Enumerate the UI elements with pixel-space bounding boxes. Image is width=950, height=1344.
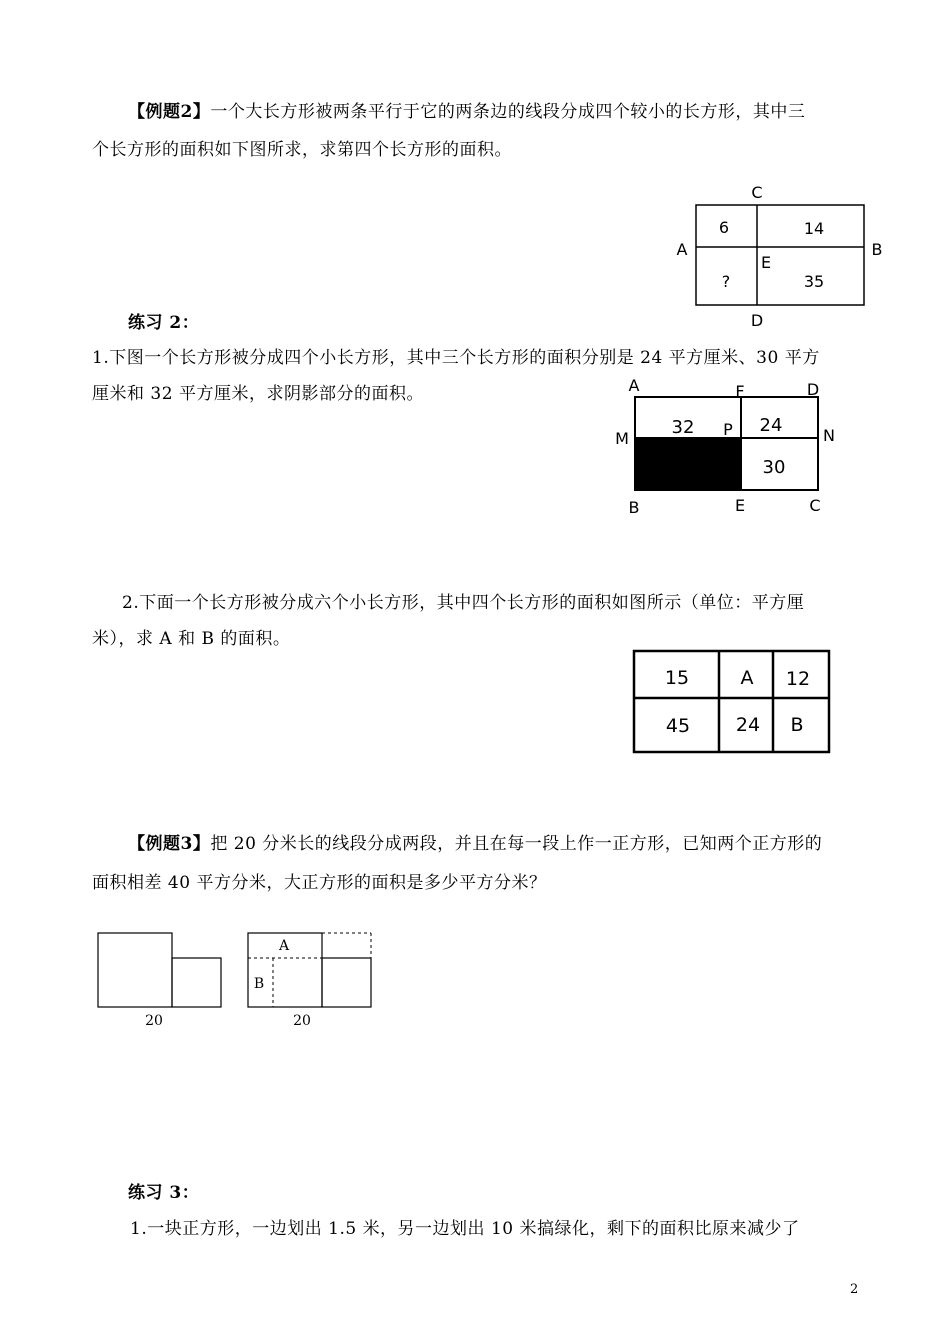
cell-24: 24 xyxy=(735,714,761,736)
cell-a: A xyxy=(740,667,754,689)
cell-30: 30 xyxy=(762,457,786,478)
practice3-p1-line1: 1.一块正方形，一边划出 1.5 米，另一边划出 10 米搞绿化，剩下的面积比原来减少了 xyxy=(130,1219,800,1239)
label-a: A xyxy=(676,240,688,259)
label-a: A xyxy=(628,376,640,395)
example2-figure xyxy=(670,180,890,335)
example3-figure-right xyxy=(240,925,380,1035)
practice2-figure1 xyxy=(612,375,847,520)
cell-bottom-left: ? xyxy=(721,272,731,291)
label-e: E xyxy=(760,253,772,272)
page-number: 2 xyxy=(850,1282,859,1297)
practice2-heading: 练习 2： xyxy=(128,313,200,333)
example3-line1 xyxy=(128,827,822,861)
outer-rectangle xyxy=(634,651,829,752)
example2-title: 【例题2】 xyxy=(128,102,211,122)
length-label: 20 xyxy=(293,1013,311,1029)
example2-line1 xyxy=(128,95,805,129)
cell-45: 45 xyxy=(665,715,691,737)
label-d: D xyxy=(806,380,820,399)
cell-12: 12 xyxy=(785,668,811,690)
practice2-figure2 xyxy=(625,643,840,763)
label-p: P xyxy=(723,420,733,439)
example3-text-1: 把 20 分米长的线段分成两段，并且在每一段上作一正方形，已知两个正方形的 xyxy=(210,834,823,854)
small-square xyxy=(172,958,221,1007)
cell-top-left: 6 xyxy=(718,218,730,237)
practice2-p2-line2: 米），求 A 和 B 的面积。 xyxy=(92,629,291,649)
label-d: D xyxy=(750,311,764,330)
example2-text-1: 一个大长方形被两条平行于它的两条边的线段分成四个较小的长方形，其中三 xyxy=(210,102,806,122)
length-label: 20 xyxy=(145,1013,163,1029)
shaded-region xyxy=(635,438,741,490)
label-f: F xyxy=(735,382,745,401)
large-square xyxy=(98,933,172,1007)
practice3-heading: 练习 3： xyxy=(128,1183,200,1203)
cell-15: 15 xyxy=(664,667,690,689)
example3-title: 【例题3】 xyxy=(128,834,211,854)
example3-figure-left xyxy=(90,925,235,1035)
label-c: C xyxy=(809,496,821,515)
cell-24: 24 xyxy=(759,415,783,436)
small-square xyxy=(322,958,371,1007)
practice2-p2-line1: 2.下面一个长方形被分成六个小长方形，其中四个长方形的面积如图所示（单位：平方厘 xyxy=(122,593,805,613)
label-b: B xyxy=(628,498,640,517)
label-e: E xyxy=(734,496,746,515)
label-m: M xyxy=(615,429,629,448)
practice2-p1-line1: 1.下图一个长方形被分成四个小长方形，其中三个长方形的面积分别是 24 平方厘米、30 平方 xyxy=(92,348,820,368)
label-a: A xyxy=(278,938,290,954)
cell-top-right: 14 xyxy=(803,219,825,238)
cell-bottom-right: 35 xyxy=(803,272,825,291)
label-n: N xyxy=(823,426,835,445)
label-b: B xyxy=(253,976,265,992)
example2-line2: 个长方形的面积如下图所求，求第四个长方形的面积。 xyxy=(92,140,512,160)
label-c: C xyxy=(751,183,763,202)
practice2-p1-line2: 厘米和 32 平方厘米，求阴影部分的面积。 xyxy=(92,384,424,404)
example3-line2: 面积相差 40 平方分米，大正方形的面积是多少平方分米？ xyxy=(92,873,547,893)
label-b: B xyxy=(871,240,883,259)
cell-32: 32 xyxy=(671,417,695,438)
cell-b: B xyxy=(790,714,804,736)
